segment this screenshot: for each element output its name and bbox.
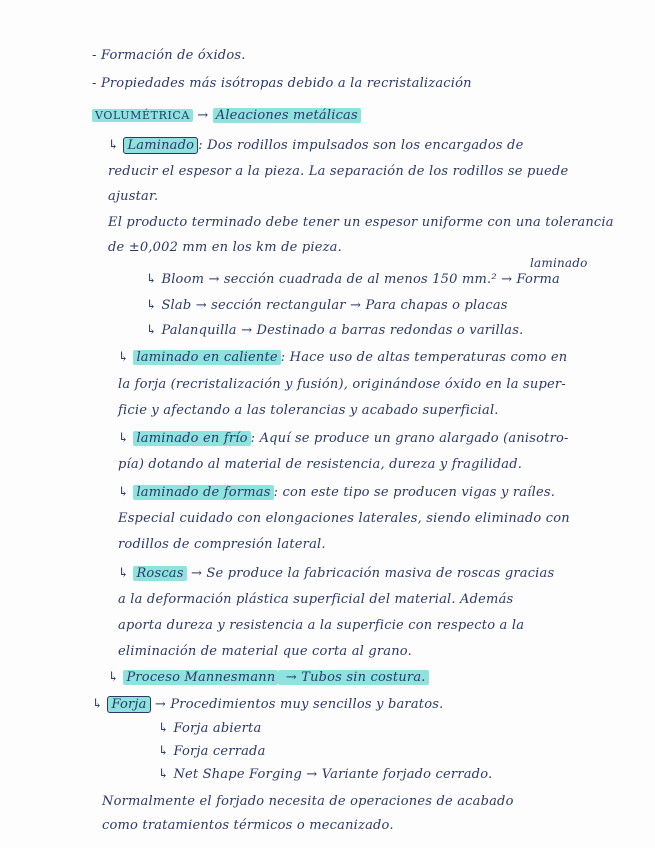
bullet-oxidos [92,48,246,63]
frio-text: : Aquí se produce un grano alargado (anisotro- [250,431,569,446]
frio-line-1 [118,431,569,446]
forja-line [92,697,443,712]
laminado-line-4: El producto terminado debe tener un espesor uniforme con una tolerancia [108,215,614,230]
laminado-line-3: ajustar. [108,189,159,204]
caliente-line-2: la forja (recristalización y fusión), originándose óxido en la super- [118,377,566,392]
section-heading [92,108,361,123]
laminado-item-slab [146,298,508,313]
closing-line-2: como tratamientos térmicos o mecanizado. [102,818,394,833]
roscas-text: → Se produce la fabricación masiva de roscas gracias [186,566,555,581]
mannesmann-line [108,670,429,685]
caliente-line-1 [118,350,567,365]
arrow-marker: ↳ [118,350,134,365]
aleaciones-label: Aleaciones metálicas [213,108,361,123]
caliente-label: laminado en caliente [133,350,280,365]
laminado-text: : Dos rodillos impulsados son los encargados de [198,138,524,153]
formas-text: : con este tipo se producen vigas y raíles. [273,485,556,500]
roscas-line-3: aporta dureza y resistencia a la superficie con respecto a la [118,618,525,633]
bullet-text: Propiedades más isótropas debido a la recristalización [100,76,472,91]
arrow-marker: ↳ [146,323,162,338]
arrow-marker: ↳ [158,767,174,782]
forja-label: Forja [107,696,150,713]
laminado-label: Laminado [123,137,198,154]
item-text: Palanquilla → Destinado a barras redondas o varillas. [161,323,524,338]
laminado-line-5: de ±0,002 mm en los km de pieza. [108,240,342,255]
roscas-label: Roscas [133,566,186,581]
forja-text: → Procedimientos muy sencillos y baratos. [150,697,444,712]
caliente-text: : Hace uso de altas temperaturas como en [280,350,568,365]
arrow-marker: ↳ [146,272,162,287]
bullet-dash: - [92,76,101,91]
formas-line-2: Especial cuidado con elongaciones laterales, siendo eliminado con [118,511,570,526]
item-text: Forja abierta [173,721,262,736]
laminado-line-1 [108,138,523,153]
laminado-item-bloom [146,272,560,287]
formas-line-1 [118,485,555,500]
roscas-line-2: a la deformación plástica superficial del material. Además [118,592,514,607]
item-text: Forja cerrada [173,744,266,759]
frio-label: laminado en frío [133,431,250,446]
mannesmann-text: → Tubos sin costura. [278,670,428,685]
forja-item-cerrada [158,744,266,759]
item-text: Net Shape Forging → Variante forjado cerrado. [173,767,493,782]
roscas-line-1 [118,566,554,581]
bullet-isotropas [92,76,472,91]
forja-item-abierta [158,721,261,736]
mannesmann-label: Proceso Mannesmann [123,670,278,685]
margin-note: laminado [530,256,588,270]
formas-label: laminado de formas [133,485,273,500]
item-text: Slab → sección rectangular → Para chapas o placas [161,298,508,313]
closing-line-1: Normalmente el forjado necesita de operaciones de acabado [102,794,514,809]
item-text: Bloom → sección cuadrada de al menos 150 mm.² → Forma [161,272,560,287]
arrow-marker: ↳ [118,566,134,581]
formas-line-3: rodillos de compresión lateral. [118,537,326,552]
bullet-text: Formación de óxidos. [100,48,246,63]
frio-line-2: pía) dotando al material de resistencia, dureza y fragilidad. [118,457,523,472]
arrow: → [192,108,213,123]
arrow-marker: ↳ [158,721,174,736]
forja-item-netshape [158,767,492,782]
laminado-line-2: reducir el espesor a la pieza. La separación de los rodillos se puede [108,164,569,179]
arrow-marker: ↳ [146,298,162,313]
caliente-line-3: ficie y afectando a las tolerancias y acabado superficial. [118,403,499,418]
arrow-marker: ↳ [108,670,124,685]
arrow-marker: ↳ [158,744,174,759]
bullet-dash: - [92,48,101,63]
roscas-line-4: eliminación de material que corta al grano. [118,644,412,659]
volumetrica-label: VOLUMÉTRICA [92,109,193,122]
arrow-marker: ↳ [108,138,124,153]
arrow-marker: ↳ [92,697,108,712]
laminado-item-palanquilla [146,323,523,338]
arrow-marker: ↳ [118,431,134,446]
arrow-marker: ↳ [118,485,134,500]
